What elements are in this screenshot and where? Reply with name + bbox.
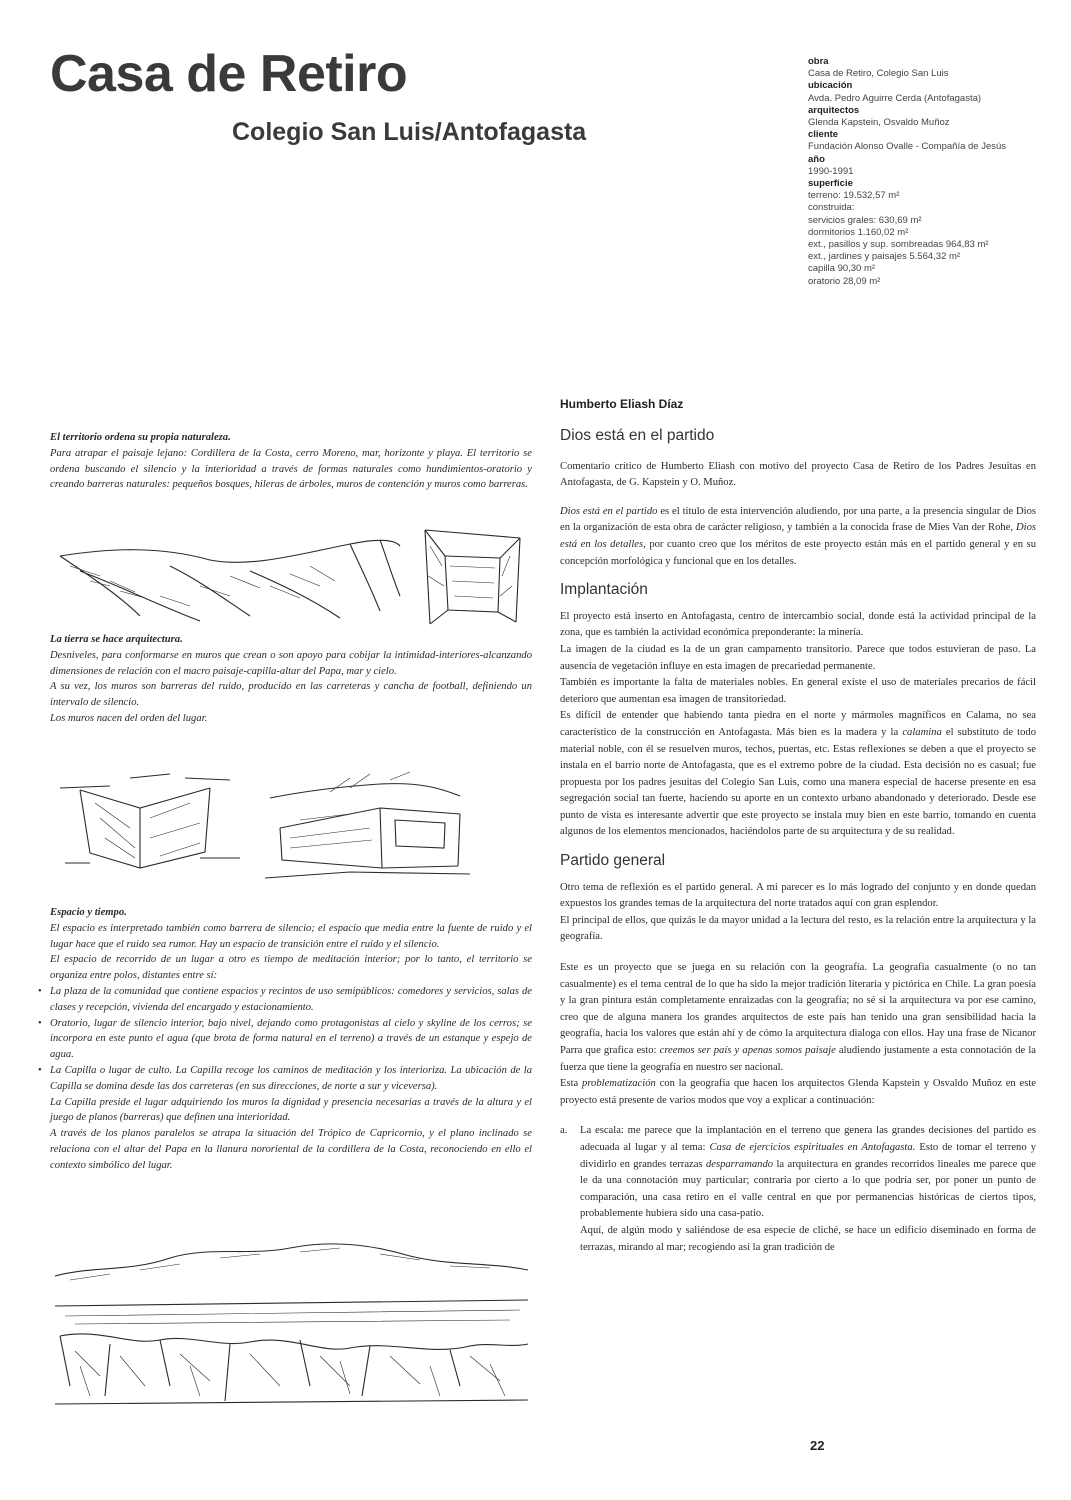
- article-paragraph: La imagen de la ciudad es la de un gran campamento transitorio. Parece que todos estuvieran de paso. La ausencia de vegetación influye en esta imagen de precariedad permanente.: [560, 643, 1036, 672]
- datasheet-value: Glenda Kapstein, Osvaldo Muñoz: [808, 117, 950, 129]
- datasheet-value: capilla 90,30 m²: [808, 263, 876, 275]
- article-paragraph: Es difícil de entender que habiendo tanta piedra en el norte y mármoles magníficos en Calama, no sea característico de la construcción en Antofagasta. Más bien es la madera y la calamina el substituto de todo material noble, con él se resuelven muros, techos, puertas, etc. Estas reflexiones se deben a que el proyecto se instala en el barrio norte de Antofagasta, que es el extremo pobre de la ciudad. Esta decisión no es casual; fue propuesta por los padres jesuitas del Colegio San Luis, como una manera especial de hacerse presente en esa segregación social tan fuerte, haciendo su aporte en un contexto urbano abandonado y deteriorado. Desde ese punto de vista es interesante advertir que este proyecto se instala muy bien en este barrio, tomando en cuenta algunos de los elementos mencionados, haciéndolos parte de su arquitectura y de su realidad.: [560, 710, 1036, 838]
- section-text: Desniveles, para conformarse en muros que crean o son apoyo para cobijar la intimidad-interiores-alcanzando dimensiones de relación con el macro paisaje-capilla-altar del Papa, mar y cielo.: [50, 649, 532, 677]
- section-heading: Espacio y tiempo.: [50, 907, 127, 918]
- datasheet-value: construida:: [808, 202, 855, 214]
- section-heading: El territorio ordena su propia naturaleza.: [50, 432, 231, 443]
- article-title: Dios está en el partido: [560, 427, 715, 444]
- chapel-sketch: [50, 768, 532, 886]
- list-item: a. La escala: me parece que la implantación en el terreno que genera las grandes decisiones del partido es adecuada al lugar y al tema: Casa de ejercicios espirituales en Antofagasta. Esto de tomar el terreno y dividirlo en grandes terrazas desparramando la arquitectura en grandes recorridos lineales me parece que le da una connotación muy particular; contraria por cierto a lo que podría ser, por poner un punto de comparación, una casa retiro en el valle central en que por permanencias históricas de ciertos tipos, probablemente hubiera sido una casa-patio. Aquí, de algún modo y saliéndose de esa especie de cliché, se hace un edificio diseminado en forma de terrazas, mirando al mar; recogiendo así la gran tradición de: [560, 1125, 1036, 1253]
- article-paragraph: Este es un proyecto que se juega en su relación con la geografía. La geografía casualmente (o no tan casualmente) es el tema central de lo que ha sido la mejor tradición literaria y pictórica en Chile. La gran poesía y la gran pintura están completamente enraizadas con la geografía; no sé si la arquitectura va por ese camino, creo que de alguna manera los grandes arquitectos de este país han tenido una gran sensibilidad hacia la geografía, hacia los valores que están ahí y de cómo la arquitectura dialoga con ellos. Hay una frase de Nicanor Parra que grafica esto: creemos ser país y apenas somos paisaje aludiendo justamente a esta connotación de la fuerza que tiene la geografía en nuestro ser nacional.: [560, 962, 1037, 1073]
- datasheet-label: cliente: [808, 129, 839, 141]
- datasheet-label: superficie: [808, 178, 853, 190]
- left-section-2: [50, 632, 532, 727]
- page-title: Casa de Retiro: [50, 45, 408, 103]
- article-paragraph: El proyecto está inserto en Antofagasta, centro de intercambio social, donde está la actividad principal de la zona, que es también la actividad económica preponderante: la minería.: [560, 610, 1036, 639]
- datasheet-value: terreno: 19.532,57 m²: [808, 190, 900, 202]
- datasheet-value: Fundación Alonso Ovalle - Compañía de Jesús: [808, 141, 1007, 153]
- section-text: A su vez, los muros son barreras del ruido, producido en las carreteras y cancha de football, definiendo un intervalo de silencio.: [50, 681, 532, 709]
- list-item: • La plaza de la comunidad que contiene espacios y recintos de uso semipúblicos: comedores y servicios, salas de clases y recepción, vivienda del encargado y estacionamiento.: [50, 984, 532, 1016]
- article-paragraph: También es importante la falta de materiales nobles. En general existe el uso de materiales precarios de fácil deterioro que aumentan esa imagen de transitoriedad.: [560, 677, 1036, 705]
- datasheet-value: Avda. Pedro Aguirre Cerda (Antofagasta): [808, 92, 982, 104]
- page-subtitle: Colegio San Luis/Antofagasta: [232, 118, 587, 146]
- datasheet-label: obra: [808, 56, 829, 67]
- datasheet-value: 1990-1991: [808, 165, 854, 177]
- section-text: A través de los planos paralelos se atrapa la situación del Trópico de Capricornio, y el plano inclinado se relaciona con el altar del Papa en la llanura nororiental de la cordillera de la Costa, reconociendo en ello el contexto simbólico del lugar.: [50, 1128, 532, 1171]
- article-author: Humberto Eliash Díaz: [560, 397, 684, 411]
- section-text: El espacio de recorrido de un lugar a otro es tiempo de meditación interior; por lo tanto, el territorio se organiza entre polos, distantes entre sí:: [50, 954, 532, 982]
- list-item: • Oratorio, lugar de silencio interior, bajo nivel, dejando como protagonistas al cielo y skyline de los cerros; se incorpora en este punto el agua (que brota de forma natural en el terreno) a través de un estanque y espejo de agua.: [50, 1016, 532, 1063]
- datasheet-label: año: [808, 153, 825, 165]
- article-paragraph: Esta problematización con la geografía que hacen los arquitectos Glenda Kapstein y Osvaldo Muñoz en este proyecto está presente de varios modos que voy a explicar a continuación:: [560, 1078, 1036, 1106]
- section-text: La Capilla preside el lugar adquiriendo los muros la dignidad y presencia necesarias a través de la altura y el juego de planos (barreras) que definen una interioridad.: [50, 1096, 532, 1124]
- article-intro: Comentario crítico de Humberto Eliash con motivo del proyecto Casa de Retiro de los Padres Jesuitas en Antofagasta, de G. Kapstein y O. Muñoz.: [560, 460, 1036, 489]
- item-marker: a.: [560, 1125, 568, 1137]
- left-section-1: [50, 430, 532, 493]
- article-body: [560, 428, 1036, 1256]
- section-heading: La tierra se hace arquitectura.: [50, 634, 183, 645]
- list-item: • La Capilla o lugar de culto. La Capilla recoge los caminos de meditación y los interioriza. La ubicación de la Capilla se domina desde las dos carreteras (en sus direcciones, de norte a sur y viceversa).: [50, 1063, 532, 1095]
- section-text: Los muros nacen del orden del lugar.: [50, 712, 208, 724]
- poles-list: [50, 984, 532, 1095]
- article-paragraph: Otro tema de reflexión es el partido general. A mi parecer es lo más logrado del conjunto y en donde quedan expuestos los grandes temas de la arquitectura del norte tratados aquí con gran esplendor.: [560, 881, 1036, 910]
- landscape-sketch: [50, 526, 532, 628]
- points-list: [560, 1123, 1036, 1256]
- datasheet-value: dormitorios 1.160,02 m²: [808, 226, 909, 238]
- datasheet-label: ubicación: [808, 80, 853, 92]
- section-text: Para atrapar el paisaje lejano: Cordillera de la Costa, cerro Moreno, mar, horizonte y playa. El territorio se ordena buscando el silencio y la interioridad a través de formas naturales como hundimientos-oratorio y creando barreras naturales: pequeños bosques, hileras de árboles, muros de contención y muros como barreras.: [50, 447, 532, 491]
- page-number: 22: [810, 1438, 825, 1453]
- article-paragraph: El principal de ellos, que quizás le da mayor unidad a la lectura del resto, es la relación entre la arquitectura y la geografía.: [560, 914, 1036, 943]
- datasheet-label: arquitectos: [808, 104, 860, 116]
- section-title-implantacion: Implantación: [560, 581, 648, 599]
- section-title-partido: Partido general: [560, 852, 666, 870]
- article-paragraph: Dios está en el partido es el título de esta intervención aludiendo, por una parte, a la presencia singular de Dios en la organización de esta obra de carácter religioso, y también a la conocida frase de Mies Van der Rohe, Dios está en los detalles, por cuanto creo que los méritos de este proyecto están más en el partido general y en su concepción morfológica y funcional que en los detalles.: [560, 505, 1037, 567]
- datasheet-value: Casa de Retiro, Colegio San Luis: [808, 68, 949, 80]
- coast-panorama-sketch: [50, 1236, 532, 1410]
- datasheet-value: ext., pasillos y sup. sombreadas 964,83 m²: [808, 239, 989, 251]
- datasheet-value: servicios grales: 630,69 m²: [808, 214, 922, 226]
- section-text: El espacio es interpretado también como barrera de silencio; el espacio que media entre la fuente de ruido y el lugar hace que el ruido sea rumor. Hay un espacio de transición entre el ruido y el silencio.: [50, 922, 532, 950]
- left-section-3: [50, 905, 532, 1174]
- project-datasheet: [808, 56, 1058, 288]
- datasheet-value: ext., jardines y paisajes 5.564,32 m²: [808, 251, 961, 263]
- datasheet-value: oratorio 28,09 m²: [808, 275, 881, 287]
